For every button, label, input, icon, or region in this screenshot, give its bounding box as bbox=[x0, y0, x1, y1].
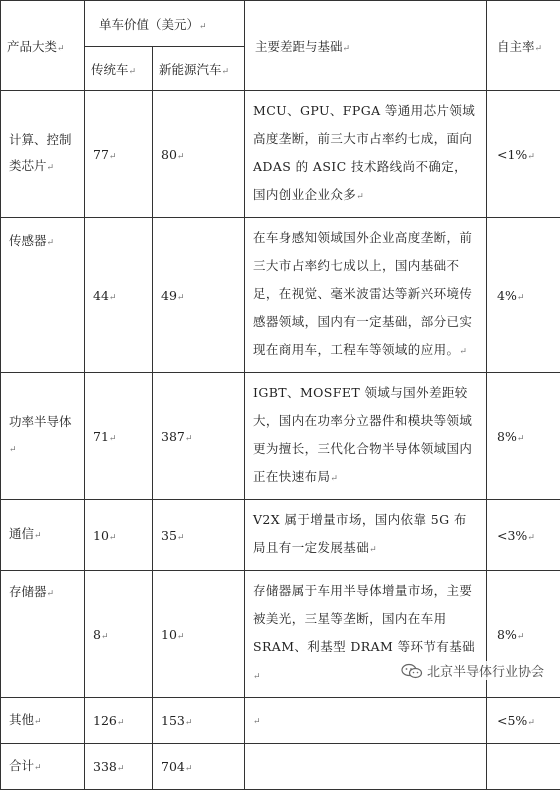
row-gap-text bbox=[245, 744, 487, 790]
watermark-text: 北京半导体行业协会 bbox=[427, 661, 544, 680]
row-category: 传感器↵ bbox=[1, 218, 85, 373]
header-gap: 主要差距与基础↵ bbox=[245, 1, 487, 91]
table-row-total bbox=[1, 744, 560, 790]
row-traditional-value: 44↵ bbox=[85, 218, 153, 373]
row-self-rate: <5%↵ bbox=[487, 698, 560, 744]
row-gap-text: 存储器属于车用半导体增量市场，主要被美光，三星等垄断，国内在车用 SRAM、利基型 DRAM 等环节有基础↵ bbox=[245, 571, 487, 698]
table-row bbox=[1, 91, 560, 218]
row-traditional-value: 338↵ bbox=[85, 744, 153, 790]
row-traditional-value: 8↵ bbox=[85, 571, 153, 698]
header-category: 产品大类↵ bbox=[1, 1, 85, 91]
row-nev-value: 387↵ bbox=[153, 373, 245, 500]
header-unit-value: 单车价值（美元）↵ bbox=[85, 1, 245, 47]
row-nev-value: 49↵ bbox=[153, 218, 245, 373]
row-category: 功率半导体↵ bbox=[1, 373, 85, 500]
row-nev-value: 704↵ bbox=[153, 744, 245, 790]
row-traditional-value: 126↵ bbox=[85, 698, 153, 744]
table-row bbox=[1, 373, 560, 500]
header-self-rate: 自主率↵ bbox=[487, 1, 560, 91]
watermark bbox=[399, 661, 546, 680]
row-nev-value: 153↵ bbox=[153, 698, 245, 744]
row-category: 存储器↵ bbox=[1, 571, 85, 698]
row-self-rate bbox=[487, 744, 560, 790]
row-traditional-value: 71↵ bbox=[85, 373, 153, 500]
row-gap-text: MCU、GPU、FPGA 等通用芯片领域高度垄断，前三大市占率约七成，面向 ADAS 的 ASIC 技术路线尚不确定，国内创业企业众多↵ bbox=[245, 91, 487, 218]
header-traditional: 传统车↵ bbox=[85, 47, 153, 91]
row-self-rate: <1%↵ bbox=[487, 91, 560, 218]
table-row bbox=[1, 500, 560, 571]
row-category: 合计↵ bbox=[1, 744, 85, 790]
row-gap-text: IGBT、MOSFET 领域与国外差距较大，国内在功率分立器件和模块等领域更为擅长，三代化合物半导体领域国内正在快速布局↵ bbox=[245, 373, 487, 500]
row-category: 计算、控制类芯片↵ bbox=[1, 91, 85, 218]
row-self-rate: <3%↵ bbox=[487, 500, 560, 571]
row-gap-text: ↵ bbox=[245, 698, 487, 744]
table-row bbox=[1, 698, 560, 744]
header-row bbox=[1, 1, 560, 47]
row-nev-value: 10↵ bbox=[153, 571, 245, 698]
row-nev-value: 35↵ bbox=[153, 500, 245, 571]
row-traditional-value: 77↵ bbox=[85, 91, 153, 218]
row-self-rate: 8%↵ bbox=[487, 373, 560, 500]
table-row bbox=[1, 218, 560, 373]
row-self-rate: 8%↵ bbox=[487, 571, 560, 698]
row-category: 其他↵ bbox=[1, 698, 85, 744]
wechat-icon bbox=[401, 663, 423, 679]
header-nev: 新能源汽车↵ bbox=[153, 47, 245, 91]
row-nev-value: 80↵ bbox=[153, 91, 245, 218]
row-category: 通信↵ bbox=[1, 500, 85, 571]
row-gap-text: 在车身感知领域国外企业高度垄断，前三大市占率约七成以上，国内基础不足，在视觉、毫米波雷达等新兴环境传感器领域，国内有一定基础，部分已实现在商用车，工程车等领域的应用。↵ bbox=[245, 218, 487, 373]
row-traditional-value: 10↵ bbox=[85, 500, 153, 571]
row-self-rate: 4%↵ bbox=[487, 218, 560, 373]
row-gap-text: V2X 属于增量市场，国内依靠 5G 布局且有一定发展基础↵ bbox=[245, 500, 487, 571]
